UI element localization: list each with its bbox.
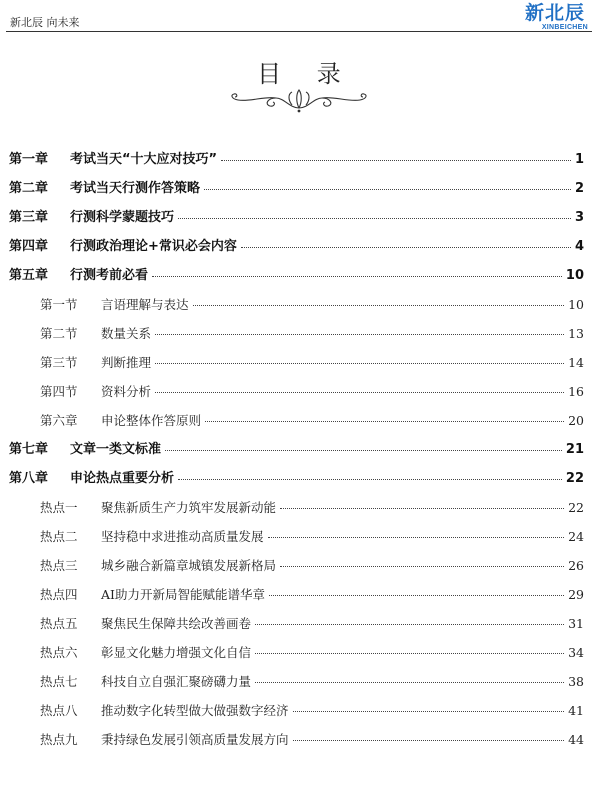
toc-page-number: 21 (565, 442, 584, 457)
toc-entry-title: 推动数字化转型做大做强数字经济 (101, 703, 289, 718)
toc-entry-title: 城乡融合新篇章城镇发展新格局 (101, 558, 277, 573)
dot-leader (178, 218, 571, 219)
toc-page-number: 13 (568, 326, 584, 341)
page-title: 目 录 (257, 60, 355, 88)
header-slogan: 新北辰 向未来 (10, 16, 80, 29)
toc-page-number: 38 (568, 674, 584, 689)
dot-leader (155, 392, 564, 393)
toc-entry-label: 热点三 (40, 558, 78, 573)
toc-page-number: 41 (568, 703, 584, 718)
toc-section-entry[interactable] (0, 643, 598, 663)
toc-page-number: 22 (568, 500, 584, 515)
toc-entry-title: 申论热点重要分析 (70, 471, 175, 486)
toc-section-entry[interactable] (0, 585, 598, 605)
toc-entry-title: 文章一类文标准 (70, 442, 162, 457)
toc-chapter-entry[interactable] (0, 179, 598, 199)
toc-section-entry[interactable] (0, 498, 598, 518)
dot-leader (268, 537, 564, 538)
toc-entry-title: AI助力开新局智能赋能谱华章 (101, 587, 265, 602)
toc-entry-label: 热点四 (40, 587, 78, 602)
toc-entry-title: 科技自立自强汇聚磅礴力量 (101, 674, 252, 689)
toc-page-number: 20 (568, 413, 584, 428)
toc-entry-label: 第三节 (40, 355, 78, 370)
toc-section-entry[interactable] (0, 614, 598, 634)
toc-page-number: 24 (568, 529, 584, 544)
toc-section-entry[interactable] (0, 556, 598, 576)
toc-page-number: 14 (568, 355, 584, 370)
toc-entry-title: 数量关系 (101, 326, 152, 341)
toc-chapter-entry[interactable] (0, 469, 598, 489)
dot-leader (241, 247, 571, 248)
dot-leader (221, 160, 571, 161)
toc-entry-label: 热点五 (40, 616, 78, 631)
toc-entry-title: 坚持稳中求进推动高质量发展 (101, 529, 264, 544)
toc-page-number: 4 (574, 239, 584, 254)
toc-entry-title: 行测考前必看 (70, 268, 149, 283)
toc-entry-label: 第七章 (9, 442, 49, 457)
title-ornament-icon (224, 88, 374, 114)
toc-entry-label: 第六章 (40, 413, 78, 428)
toc-entry-label: 第五章 (9, 268, 49, 283)
toc-entry-title: 考试当天“十大应对技巧” (70, 152, 218, 167)
toc-page-number: 26 (568, 558, 584, 573)
toc-entry-title: 行测科学蒙题技巧 (70, 210, 175, 225)
toc-entry-label: 第二节 (40, 326, 78, 341)
toc-chapter-entry[interactable] (0, 266, 598, 286)
dot-leader (204, 189, 571, 190)
brand-logo (522, 2, 588, 32)
dot-leader (255, 682, 564, 683)
toc-chapter-entry[interactable] (0, 208, 598, 228)
toc-page-number: 31 (568, 616, 584, 631)
toc-entry-label: 热点七 (40, 674, 78, 689)
toc-entry-title: 聚焦新质生产力筑牢发展新动能 (101, 500, 277, 515)
toc-section-entry[interactable] (0, 672, 598, 692)
logo-english-name: XINBEICHEN (541, 24, 588, 31)
toc-entry-title: 资料分析 (101, 384, 152, 399)
toc-entry-label: 第一章 (9, 152, 49, 167)
toc-page-number: 3 (574, 210, 584, 225)
toc-chapter-entry[interactable] (0, 150, 598, 170)
toc-section-entry[interactable] (0, 527, 598, 547)
toc-entry-label: 热点八 (40, 703, 78, 718)
dot-leader (193, 305, 564, 306)
toc-entry-label: 第三章 (9, 210, 49, 225)
toc-entry-title: 言语理解与表达 (101, 297, 189, 312)
toc-page-number: 44 (568, 732, 584, 747)
toc-entry-label: 热点二 (40, 529, 78, 544)
toc-entry-label: 第四章 (9, 239, 49, 254)
toc-page-number: 34 (568, 645, 584, 660)
dot-leader (280, 566, 564, 567)
toc-page-number: 10 (568, 297, 584, 312)
dot-leader (293, 740, 564, 741)
dot-leader (155, 334, 564, 335)
dot-leader (255, 653, 564, 654)
page-header (0, 0, 598, 34)
toc-entry-title: 彰显文化魅力增强文化自信 (101, 645, 252, 660)
dot-leader (165, 450, 562, 451)
toc-section-entry[interactable] (0, 411, 598, 431)
dot-leader (152, 276, 562, 277)
toc-page-number: 22 (565, 471, 584, 486)
toc-entry-title: 行测政治理论+常识必会内容 (70, 239, 237, 254)
toc-chapter-entry[interactable] (0, 237, 598, 257)
toc-entry-label: 第一节 (40, 297, 78, 312)
toc-page-number: 16 (568, 384, 584, 399)
toc-entry-label: 第二章 (9, 181, 49, 196)
toc-section-entry[interactable] (0, 701, 598, 721)
dot-leader (155, 363, 564, 364)
toc-entry-label: 第八章 (9, 471, 49, 486)
dot-leader (178, 479, 562, 480)
toc-entry-label: 第四节 (40, 384, 78, 399)
dot-leader (269, 595, 564, 596)
toc-entry-label: 热点九 (40, 732, 78, 747)
toc-page-number: 1 (574, 152, 584, 167)
toc-entry-label: 热点一 (40, 500, 78, 515)
toc-entry-title: 秉持绿色发展引领高质量发展方向 (101, 732, 289, 747)
dot-leader (280, 508, 564, 509)
toc-section-entry[interactable] (0, 295, 598, 315)
header-divider (6, 31, 592, 32)
dot-leader (293, 711, 564, 712)
toc-chapter-entry[interactable] (0, 440, 598, 460)
toc-page-number: 2 (574, 181, 584, 196)
toc-entry-title: 判断推理 (101, 355, 152, 370)
toc-section-entry[interactable] (0, 730, 598, 750)
toc-page-number: 10 (565, 268, 584, 283)
toc-entry-title: 聚焦民生保障共绘改善画卷 (101, 616, 252, 631)
dot-leader (255, 624, 564, 625)
toc-section-entry[interactable] (0, 353, 598, 373)
dot-leader (205, 421, 564, 422)
toc-page-number: 29 (568, 587, 584, 602)
toc-entry-title: 申论整体作答原则 (101, 413, 202, 428)
logo-chinese-name: 新北辰 (524, 2, 585, 24)
toc-entry-label: 热点六 (40, 645, 78, 660)
toc-entry-title: 考试当天行测作答策略 (70, 181, 201, 196)
toc-section-entry[interactable] (0, 382, 598, 402)
toc-section-entry[interactable] (0, 324, 598, 344)
